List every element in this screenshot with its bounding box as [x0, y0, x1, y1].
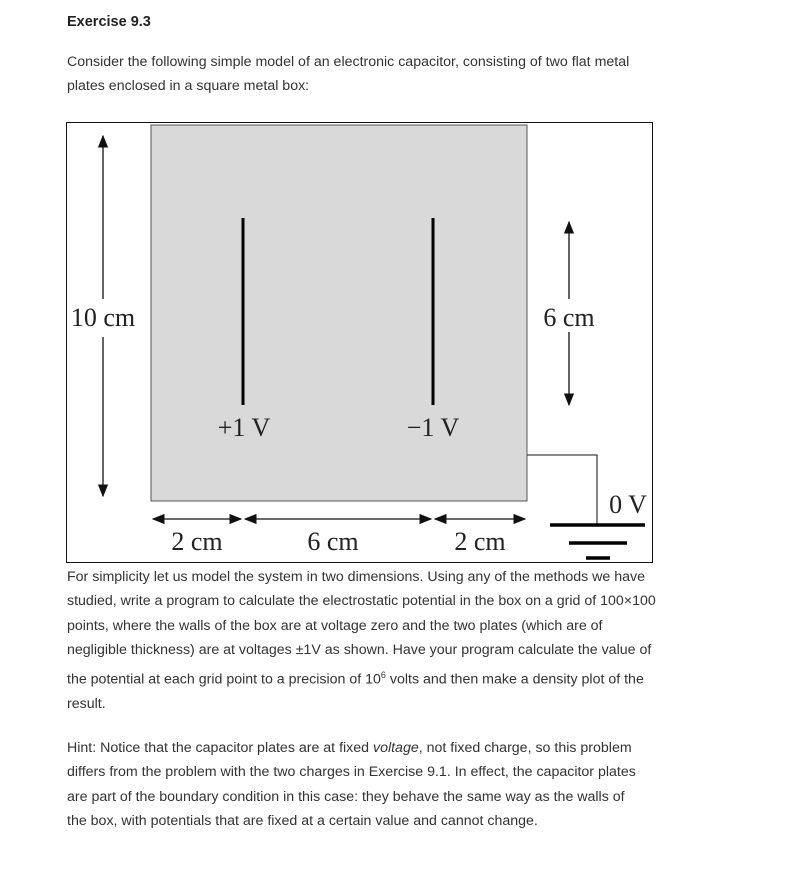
- hint-text-end: , not fixed charge, so this problem differs from the problem with the two charges in Exercise 9.1. In effect, the capacitor plates are part of the boundary condition in this case: they behave the same way as the walls of the box, with potentials that are fixed at a certain value and cannot change.: [67, 740, 636, 830]
- exponent: 6: [380, 669, 386, 680]
- hint-emphasis: voltage: [372, 740, 419, 756]
- hint-text: Hint: Notice that the capacitor plates are at fixed: [67, 740, 373, 756]
- problem-text-end: volts and then make a density plot of the result.: [67, 671, 644, 712]
- gap-right-label: 2 cm: [454, 527, 506, 556]
- capacitor-diagram: [66, 122, 654, 564]
- exercise-title: Exercise 9.3: [67, 14, 151, 30]
- ground-voltage: 0 V: [609, 490, 647, 519]
- intro-paragraph: Consider the following simple model of an electronic capacitor, consisting of two flat metal plates enclosed in a square metal box:: [67, 54, 630, 95]
- problem-text: For simplicity let us model the system in two dimensions. Using any of the methods we have studied, write a program to calculate the electrostatic potential in the box on a grid of 100×100 points, where the walls of the box are at voltage zero and the two plates (which are of negligible thickness) are at voltages ±1V as shown. Have your program calculate the value of the potential at each grid point to a precision of 10: [67, 569, 656, 688]
- plate-height-label: 6 cm: [543, 303, 595, 332]
- metal-box: [151, 125, 527, 501]
- plate2-voltage: −1 V: [406, 413, 460, 442]
- hint-paragraph: [67, 736, 647, 834]
- plate1-voltage: +1 V: [217, 413, 271, 442]
- height-label: 10 cm: [70, 303, 136, 332]
- problem-paragraph: [67, 565, 657, 716]
- gap-middle-label: 6 cm: [307, 527, 359, 556]
- gap-left-label: 2 cm: [171, 527, 223, 556]
- ground-wire: [527, 455, 597, 525]
